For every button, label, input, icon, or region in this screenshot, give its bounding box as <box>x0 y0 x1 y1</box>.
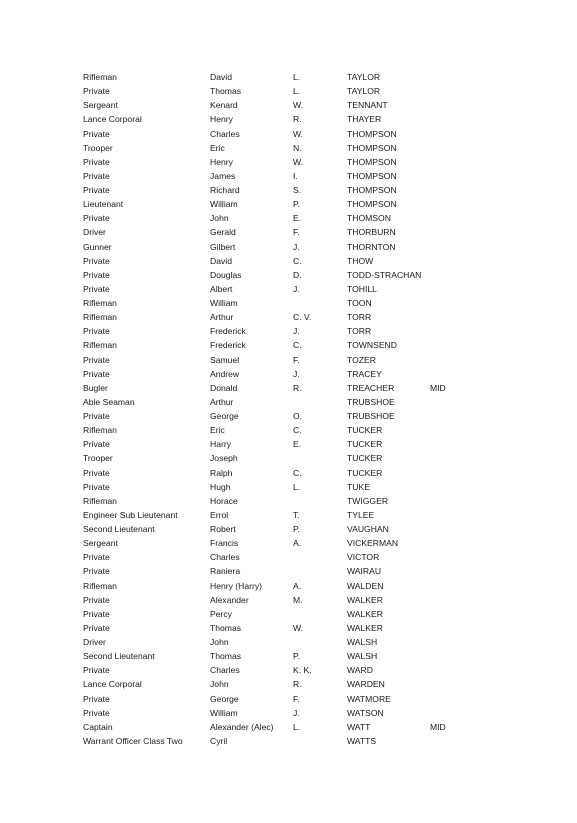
initials-cell: N. <box>293 142 302 153</box>
initials-cell: J. <box>293 283 300 294</box>
surname-cell: THOMPSON <box>347 170 397 181</box>
surname-cell: TWIGGER <box>347 495 389 506</box>
surname-cell: TRUBSHOE <box>347 396 395 407</box>
first-name-cell: John <box>210 679 229 690</box>
initials-cell: F. <box>293 354 300 365</box>
rank-cell: Gunner <box>83 241 112 252</box>
rank-cell: Rifleman <box>83 580 117 591</box>
initials-cell: T. <box>293 509 300 520</box>
first-name-cell: Joseph <box>210 453 238 464</box>
rank-cell: Private <box>83 128 110 139</box>
initials-cell: E. <box>293 439 302 450</box>
first-name-cell: Alexander <box>210 594 249 605</box>
honour-cell: MID <box>430 382 446 393</box>
first-name-cell: Charles <box>210 552 240 563</box>
initials-cell: C. <box>293 255 302 266</box>
rank-cell: Rifleman <box>83 425 117 436</box>
initials-cell: P. <box>293 524 301 534</box>
surname-cell: THORNTON <box>347 241 396 252</box>
initials-cell: C. <box>293 467 302 478</box>
surname-cell: VAUGHAN <box>347 524 389 534</box>
rank-cell: Warrant Officer Class Two <box>83 735 183 746</box>
first-name-cell: Horace <box>210 495 238 506</box>
rank-cell: Engineer Sub Lieutenant <box>83 509 178 520</box>
surname-cell: TUCKER <box>347 439 383 450</box>
rank-cell: Private <box>83 156 110 167</box>
surname-cell: VICKERMAN <box>347 538 399 549</box>
rank-cell: Lieutenant <box>83 199 124 210</box>
surname-cell: THOW <box>347 255 374 266</box>
surname-cell: THOMPSON <box>347 199 397 210</box>
surname-cell: TUCKER <box>347 425 383 436</box>
initials-cell: R. <box>293 679 302 690</box>
first-name-cell: Thomas <box>210 622 242 633</box>
surname-cell: TAYLOR <box>347 72 381 82</box>
first-name-cell: John <box>210 637 229 647</box>
surname-cell: TORR <box>347 326 372 337</box>
rank-cell: Private <box>83 552 110 563</box>
rank-cell: Private <box>83 326 110 337</box>
rank-cell: Rifleman <box>83 72 117 82</box>
rank-cell: Private <box>83 608 110 619</box>
rank-cell: Driver <box>83 637 106 647</box>
first-name-cell: Richard <box>210 185 240 195</box>
initials-cell: A. <box>293 580 302 591</box>
surname-cell: WARDEN <box>347 679 385 690</box>
first-name-cell: Andrew <box>210 368 240 379</box>
first-name-cell: Eric <box>210 425 225 436</box>
initials-cell: J. <box>293 241 300 252</box>
initials-cell: O. <box>293 411 303 421</box>
initials-cell: C. <box>293 340 302 351</box>
surname-cell: THOMPSON <box>347 128 397 139</box>
first-name-cell: George <box>210 411 239 421</box>
first-name-cell: George <box>210 693 239 704</box>
first-name-cell: Hugh <box>210 481 231 492</box>
initials-cell: J. <box>293 368 300 379</box>
surname-cell: TOON <box>347 298 372 308</box>
rank-cell: Second Lieutenant <box>83 651 155 662</box>
rank-cell: Private <box>83 566 110 577</box>
surname-cell: WARD <box>347 665 373 676</box>
first-name-cell: Henry <box>210 156 233 167</box>
first-name-cell: Alexander (Alec) <box>210 721 274 732</box>
initials-cell: W. <box>293 156 304 167</box>
first-name-cell: Kenard <box>210 100 238 111</box>
surname-cell: WATT <box>347 721 371 732</box>
initials-cell: J. <box>293 707 300 718</box>
surname-cell: TODD-STRACHAN <box>347 269 422 280</box>
first-name-cell: David <box>210 72 232 82</box>
initials-cell: W. <box>293 100 304 111</box>
first-name-cell: Raniera <box>210 566 241 577</box>
rank-cell: Private <box>83 354 110 365</box>
surname-cell: WALDEN <box>347 580 384 591</box>
surname-cell: THOMPSON <box>347 142 397 153</box>
surname-cell: VICTOR <box>347 552 380 563</box>
first-name-cell: Cyril <box>210 735 228 746</box>
surname-cell: WATMORE <box>347 693 391 704</box>
initials-cell: C. V. <box>293 312 312 323</box>
first-name-cell: Douglas <box>210 269 242 280</box>
first-name-cell: Henry <box>210 114 233 125</box>
surname-cell: THOMPSON <box>347 185 397 195</box>
initials-cell: M. <box>293 594 303 605</box>
first-name-cell: Charles <box>210 665 240 676</box>
initials-cell: L. <box>293 72 301 82</box>
rank-cell: Private <box>83 185 110 195</box>
surname-cell: THORBURN <box>347 227 396 238</box>
rank-cell: Private <box>83 467 110 478</box>
rank-cell: Trooper <box>83 142 113 153</box>
first-name-cell: Ralph <box>210 467 233 478</box>
initials-cell: C. <box>293 425 302 436</box>
first-name-cell: Thomas <box>210 651 242 662</box>
initials-cell: D. <box>293 269 302 280</box>
initials-cell: R. <box>293 382 302 393</box>
rank-cell: Private <box>83 368 110 379</box>
initials-cell: A. <box>293 538 302 549</box>
rank-cell: Rifleman <box>83 312 117 323</box>
surname-cell: TOWNSEND <box>347 340 397 351</box>
first-name-cell: Eric <box>210 142 225 153</box>
surname-cell: THAYER <box>347 114 382 125</box>
first-name-cell: Thomas <box>210 86 242 97</box>
rank-cell: Driver <box>83 227 106 238</box>
first-name-cell: Samuel <box>210 354 240 365</box>
surname-cell: TUCKER <box>347 453 383 464</box>
honour-cell: MID <box>430 721 446 732</box>
rank-cell: Lance Corporal <box>83 679 142 690</box>
surname-cell: TOHILL <box>347 283 377 294</box>
surname-cell: TUKE <box>347 481 370 492</box>
initials-cell: W. <box>293 622 304 633</box>
rank-cell: Private <box>83 439 110 450</box>
rank-cell: Private <box>83 255 110 266</box>
initials-cell: W. <box>293 128 304 139</box>
surname-cell: TYLEE <box>347 509 375 520</box>
surname-cell: TOZER <box>347 354 376 365</box>
rank-cell: Private <box>83 481 110 492</box>
rank-cell: Private <box>83 707 110 718</box>
first-name-cell: Frederick <box>210 340 246 351</box>
first-name-cell: Frederick <box>210 326 246 337</box>
surname-cell: WAIRAU <box>347 566 382 577</box>
initials-cell: R. <box>293 114 302 125</box>
rank-cell: Able Seaman <box>83 396 135 407</box>
first-name-cell: Gerald <box>210 227 236 238</box>
rank-cell: Second Lieutenant <box>83 524 155 534</box>
first-name-cell: Arthur <box>210 312 234 323</box>
first-name-cell: John <box>210 213 229 224</box>
surname-cell: TUCKER <box>347 467 383 478</box>
initials-cell: L. <box>293 481 301 492</box>
initials-cell: J. <box>293 326 300 337</box>
rank-cell: Private <box>83 213 110 224</box>
first-name-cell: Francis <box>210 538 239 549</box>
first-name-cell: Henry (Harry) <box>210 580 263 591</box>
rank-cell: Private <box>83 269 110 280</box>
first-name-cell: Percy <box>210 608 232 619</box>
first-name-cell: Donald <box>210 382 238 393</box>
rank-cell: Private <box>83 411 110 421</box>
surname-cell: WALSH <box>347 637 378 647</box>
first-name-cell: Errol <box>210 509 229 520</box>
surname-cell: THOMSON <box>347 213 391 224</box>
initials-cell: F. <box>293 693 300 704</box>
rank-cell: Private <box>83 283 110 294</box>
first-name-cell: David <box>210 255 232 266</box>
surname-cell: THOMPSON <box>347 156 397 167</box>
initials-cell: L. <box>293 721 301 732</box>
first-name-cell: Gilbert <box>210 241 236 252</box>
rank-cell: Sergeant <box>83 538 118 549</box>
initials-cell: P. <box>293 651 301 662</box>
surname-cell: WALKER <box>347 594 383 605</box>
first-name-cell: William <box>210 199 238 210</box>
rank-cell: Sergeant <box>83 100 118 111</box>
rank-cell: Private <box>83 693 110 704</box>
surname-cell: TRACEY <box>347 368 382 379</box>
initials-cell: S. <box>293 185 302 195</box>
rank-cell: Private <box>83 86 110 97</box>
rank-cell: Trooper <box>83 453 113 464</box>
first-name-cell: Albert <box>210 283 233 294</box>
rank-cell: Private <box>83 622 110 633</box>
surname-cell: TENNANT <box>347 100 388 111</box>
first-name-cell: James <box>210 170 236 181</box>
rank-cell: Private <box>83 665 110 676</box>
first-name-cell: Harry <box>210 439 232 450</box>
surname-cell: WALKER <box>347 608 383 619</box>
rank-cell: Private <box>83 594 110 605</box>
initials-cell: I. <box>293 170 298 181</box>
initials-cell: L. <box>293 86 301 97</box>
initials-cell: P. <box>293 199 301 210</box>
first-name-cell: Arthur <box>210 396 234 407</box>
surname-cell: WATSON <box>347 707 384 718</box>
surname-cell: WALKER <box>347 622 383 633</box>
surname-cell: TREACHER <box>347 382 395 393</box>
initials-cell: K. K. <box>293 665 312 676</box>
first-name-cell: Robert <box>210 524 236 534</box>
first-name-cell: William <box>210 707 238 718</box>
surname-cell: TORR <box>347 312 372 323</box>
rank-cell: Rifleman <box>83 298 117 308</box>
initials-cell: F. <box>293 227 300 238</box>
surname-cell: WALSH <box>347 651 378 662</box>
rank-cell: Rifleman <box>83 340 117 351</box>
rank-cell: Bugler <box>83 382 108 393</box>
first-name-cell: Charles <box>210 128 240 139</box>
surname-cell: TRUBSHOE <box>347 411 395 421</box>
first-name-cell: William <box>210 298 238 308</box>
surname-cell: WATTS <box>347 735 377 746</box>
rank-cell: Captain <box>83 721 113 732</box>
initials-cell: E. <box>293 213 302 224</box>
rank-cell: Rifleman <box>83 495 117 506</box>
rank-cell: Lance Corporal <box>83 114 142 125</box>
rank-cell: Private <box>83 170 110 181</box>
surname-cell: TAYLOR <box>347 86 381 97</box>
